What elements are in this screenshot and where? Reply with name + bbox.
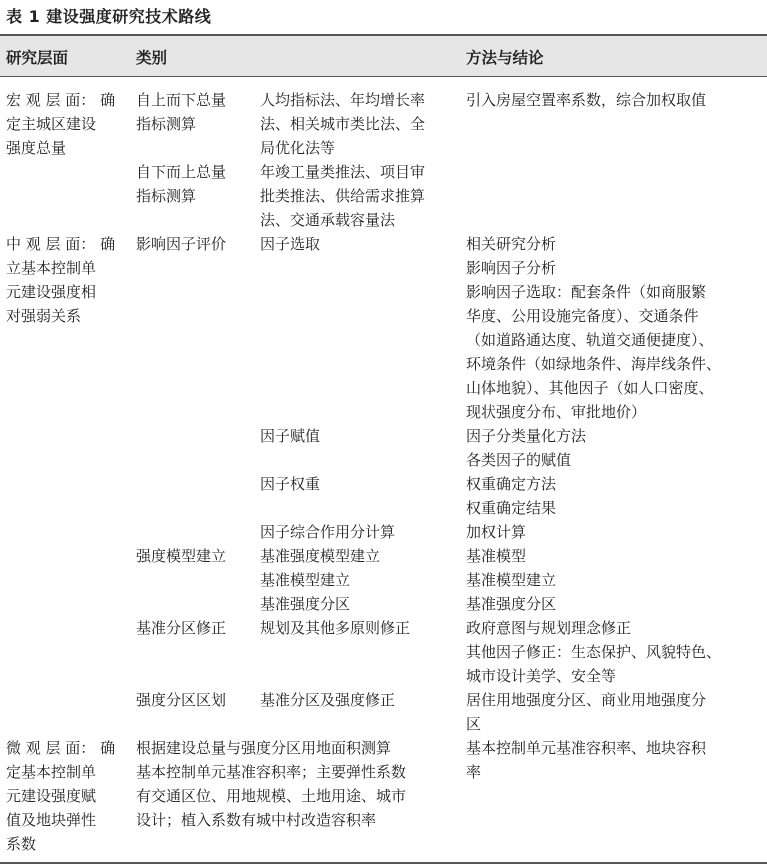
level-cell-line: 定基本控制单 bbox=[6, 763, 97, 781]
method-cell-line: 规划及其他多原则修正 bbox=[260, 619, 411, 637]
conclusion-cell-line: 影响因子选取：配套条件（如商服繁 bbox=[466, 283, 707, 301]
category-cell-line: 自下而上总量 bbox=[136, 163, 227, 181]
level-cell-line: 系数 bbox=[6, 835, 37, 853]
category-cell-line: 强度模型建立 bbox=[136, 547, 227, 565]
conclusion-cell-line: 权重确定结果 bbox=[466, 499, 557, 517]
conclusion-cell-line: 加权计算 bbox=[466, 523, 527, 541]
table-caption: 表 1 建设强度研究技术路线 bbox=[6, 7, 212, 26]
header-category: 类别 bbox=[136, 49, 168, 67]
category-cell-line: 基本控制单元基准容积率；主要弹性系数 bbox=[136, 763, 407, 781]
category-cell-line: 根据建设总量与强度分区用地面积测算 bbox=[136, 739, 392, 757]
conclusion-cell-line: 政府意图与规划理念修正 bbox=[466, 619, 632, 637]
conclusion-cell-line: 现状强度分布、审批地价） bbox=[466, 403, 647, 421]
table-bottom-rule bbox=[0, 862, 767, 864]
method-cell-line: 因子赋值 bbox=[260, 427, 321, 445]
level-cell-line: 对强弱关系 bbox=[6, 307, 82, 325]
level-cell-line: 中 观 层 面： 确 bbox=[6, 235, 116, 253]
method-cell-line: 因子权重 bbox=[260, 475, 321, 493]
method-cell-line: 批类推法、供给需求推算 bbox=[260, 187, 426, 205]
conclusion-cell-line: 各类因子的赋值 bbox=[466, 451, 572, 469]
level-cell-line: 宏 观 层 面： 确 bbox=[6, 91, 116, 109]
category-cell-line: 基准分区修正 bbox=[136, 619, 227, 637]
method-cell-line: 基准分区及强度修正 bbox=[260, 691, 396, 709]
conclusion-cell-line: 居住用地强度分区、商业用地强度分 bbox=[466, 691, 707, 709]
method-cell-line: 基准强度模型建立 bbox=[260, 547, 381, 565]
category-cell-line: 设计；植入系数有城中村改造容积率 bbox=[136, 811, 377, 829]
category-cell-line: 影响因子评价 bbox=[136, 235, 227, 253]
header-rule bbox=[0, 76, 767, 77]
level-cell-line: 定主城区建设 bbox=[6, 115, 97, 133]
category-cell-line: 有交通区位、用地规模、土地用途、城市 bbox=[136, 787, 407, 805]
conclusion-cell-line: 华度、公用设施完备度）、交通条件 bbox=[466, 307, 699, 325]
method-cell-line: 法、交通承载容量法 bbox=[260, 211, 396, 229]
conclusion-cell-line: 山体地貌）、其他因子（如人口密度、 bbox=[466, 379, 714, 397]
conclusion-cell-line: 因子分类量化方法 bbox=[466, 427, 587, 445]
category-cell-line: 强度分区区划 bbox=[136, 691, 227, 709]
conclusion-cell-line: 影响因子分析 bbox=[466, 259, 557, 277]
conclusion-cell-line: 引入房屋空置率系数，综合加权取值 bbox=[466, 91, 707, 109]
conclusion-cell-line: 基准模型建立 bbox=[466, 571, 557, 589]
level-cell-line: 强度总量 bbox=[6, 139, 67, 157]
method-cell-line: 局优化法等 bbox=[260, 139, 336, 157]
category-cell-line: 指标测算 bbox=[136, 115, 197, 133]
header-method-conclusion: 方法与结论 bbox=[466, 49, 544, 67]
conclusion-cell-line: 环境条件（如绿地条件、海岸线条件、 bbox=[466, 355, 722, 373]
method-cell-line: 因子综合作用分计算 bbox=[260, 523, 396, 541]
conclusion-cell-line: 基准强度分区 bbox=[466, 595, 557, 613]
method-cell-line: 基准强度分区 bbox=[260, 595, 351, 613]
category-cell-line: 自上而下总量 bbox=[136, 91, 227, 109]
conclusion-cell-line: 基准模型 bbox=[466, 547, 527, 565]
conclusion-cell-line: 权重确定方法 bbox=[466, 475, 557, 493]
level-cell-line: 元建设强度赋 bbox=[6, 787, 97, 805]
header-row bbox=[0, 36, 767, 76]
level-cell-line: 立基本控制单 bbox=[6, 259, 97, 277]
conclusion-cell-line: 率 bbox=[466, 763, 482, 781]
level-cell-line: 微 观 层 面： 确 bbox=[6, 739, 116, 757]
category-cell-line: 指标测算 bbox=[136, 187, 197, 205]
conclusion-cell-line: （如道路通达度、轨道交通便捷度）、 bbox=[466, 331, 714, 349]
method-cell-line: 年竣工量类推法、项目审 bbox=[260, 163, 426, 181]
method-cell-line: 基准模型建立 bbox=[260, 571, 351, 589]
conclusion-cell-line: 区 bbox=[466, 715, 482, 733]
method-cell-line: 因子选取 bbox=[260, 235, 321, 253]
method-cell-line: 人均指标法、年均增长率 bbox=[260, 91, 426, 109]
conclusion-cell-line: 城市设计美学、安全等 bbox=[466, 667, 617, 685]
conclusion-cell-line: 相关研究分析 bbox=[466, 235, 557, 253]
header-level: 研究层面 bbox=[6, 49, 69, 67]
level-cell-line: 元建设强度相 bbox=[6, 283, 97, 301]
level-cell-line: 值及地块弹性 bbox=[6, 811, 97, 829]
conclusion-cell-line: 其他因子修正：生态保护、风貌特色、 bbox=[466, 643, 722, 661]
method-cell-line: 法、相关城市类比法、全 bbox=[260, 115, 426, 133]
conclusion-cell-line: 基本控制单元基准容积率、地块容积 bbox=[466, 739, 707, 757]
